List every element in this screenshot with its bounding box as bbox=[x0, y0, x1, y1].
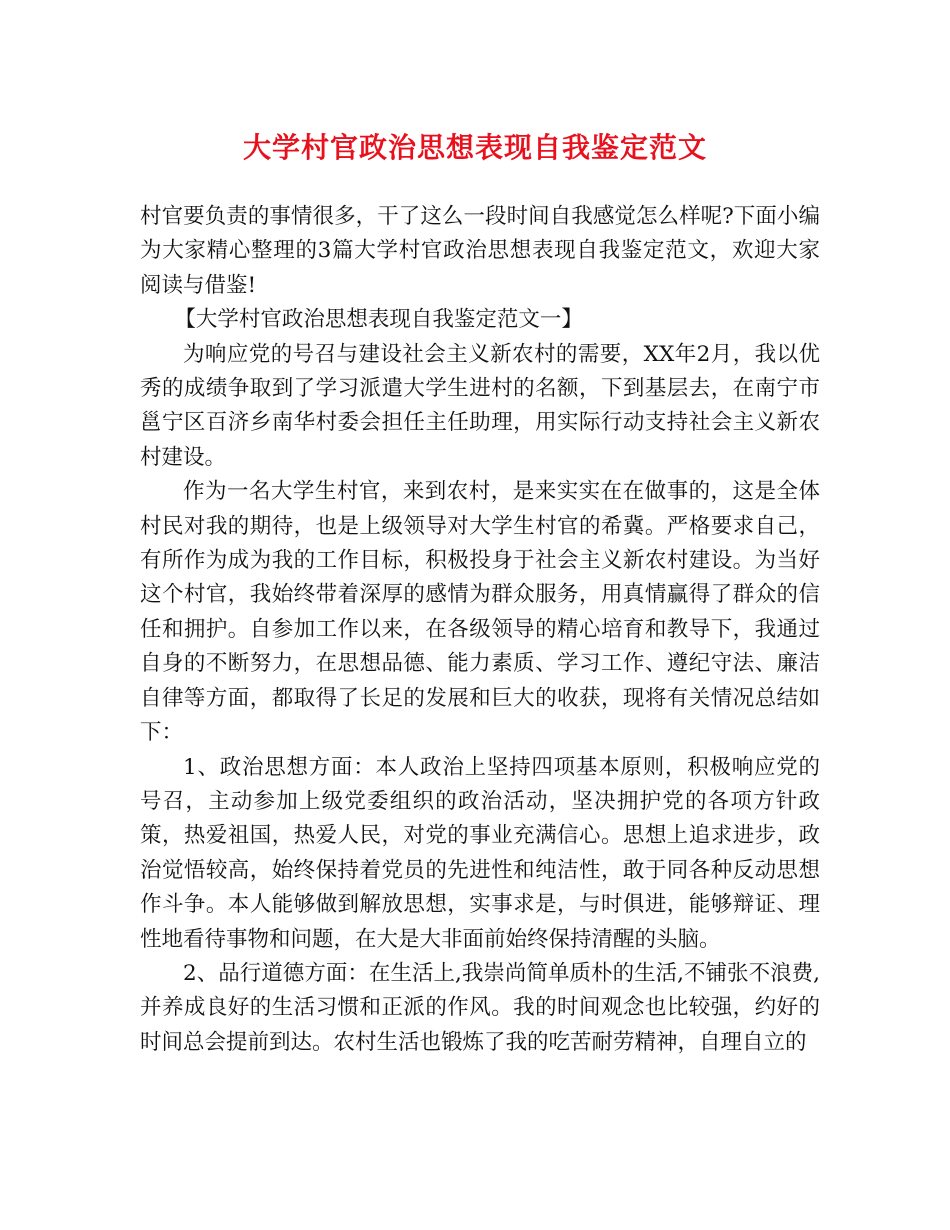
body-paragraph: 作为一名大学生村官，来到农村，是来实实在在做事的，这是全体村民对我的期待，也是上级领导对大学生村官的希冀。严格要求自己，有所作为成为我的工作目标，积极投身于社会主义新农村建设。为当好这个村官，我始终带着深厚的感情为群众服务，用真情赢得了群众的信任和拥护。自参加工作以来，在各级领导的精心培育和教导下，我通过自身的不断努力，在思想品德、能力素质、学习工作、遵纪守法、廉洁自律等方面，都取得了长足的发展和巨大的收获，现将有关情况总结如下： bbox=[140, 479, 820, 746]
document-body bbox=[140, 200, 820, 1060]
body-paragraph: 1、政治思想方面：本人政治上坚持四项基本原则，积极响应党的号召，主动参加上级党委组织的政治活动，坚决拥护党的各项方针政策，热爱祖国，热爱人民，对党的事业充满信心。思想上追求进步，政治觉悟较高，始终保持着党员的先进性和纯洁性，敢于同各种反动思想作斗争。本人能够做到解放思想，实事求是，与时俱进，能够辩证、理性地看待事物和问题，在大是大非面前始终保持清醒的头脑。 bbox=[140, 754, 820, 952]
intro-paragraph: 村官要负责的事情很多，干了这么一段时间自我感觉怎么样呢?下面小编为大家精心整理的3篇大学村官政治思想表现自我鉴定范文，欢迎大家阅读与借鉴! bbox=[140, 204, 820, 298]
body-paragraph: 为响应党的号召与建设社会主义新农村的需要，XX年2月，我以优秀的成绩争取到了学习派遣大学生进村的名额，下到基层去，在南宁市邕宁区百济乡南华村委会担任主任助理，用实际行动支持社会主义新农村建设。 bbox=[140, 341, 820, 470]
body-paragraph: 2、品行道德方面：在生活上,我崇尚简单质朴的生活,不铺张不浪费,并养成良好的生活习惯和正派的作风。我的时间观念也比较强，约好的时间总会提前到达。农村生活也锻炼了我的吃苦耐劳精神，自理自立的 bbox=[140, 960, 820, 1055]
section-heading: 【大学村官政治思想表现自我鉴定范文一】 bbox=[174, 307, 583, 333]
document-title: 大学村官政治思想表现自我鉴定范文 bbox=[242, 131, 707, 164]
